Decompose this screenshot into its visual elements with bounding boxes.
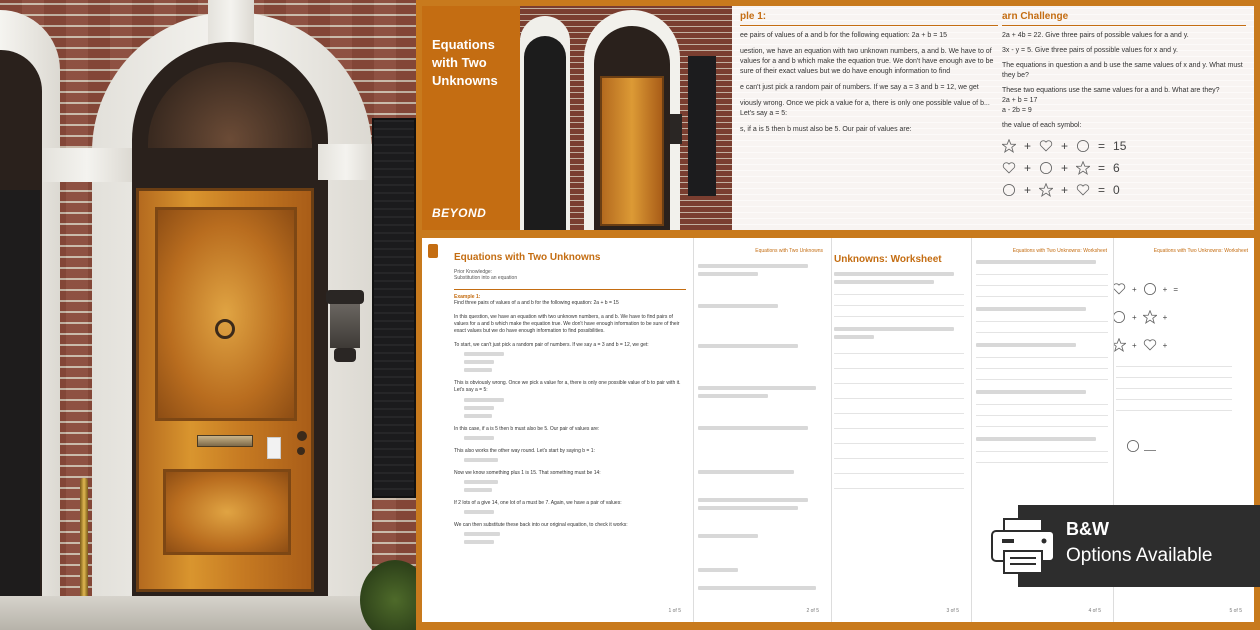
beyond-logo-mark (428, 244, 438, 258)
symbol-row-1: + + = 15 (1002, 135, 1246, 157)
lamp-base (334, 348, 356, 362)
badge-subtitle: Options Available (1066, 545, 1213, 566)
heart-icon (1039, 139, 1053, 153)
star-icon (1002, 139, 1016, 153)
worksheet-symbol-row-3: + + (1114, 334, 1232, 356)
circle-icon (1143, 282, 1157, 296)
star-icon (1143, 310, 1157, 324)
star-icon (1039, 183, 1053, 197)
left-door (0, 190, 40, 600)
example-slide-heading: ple 1: (740, 11, 767, 22)
right-capital (318, 144, 374, 180)
star-icon (1076, 161, 1090, 175)
worksheet-page-4: Equations with Two Unknowns: Worksheet 4 of 5 (972, 238, 1114, 622)
door-lock (297, 447, 305, 455)
worksheet-symbol-row-1: + + = (1114, 278, 1232, 300)
challenge-slide-heading: arn Challenge (1002, 11, 1069, 22)
circle-icon (1114, 310, 1126, 324)
example-slide: ple 1: ee pairs of values of a and b for the following equation: 2a + b = 15 uestion, we have an equation with two unknown numbers, a and b. We have to of values for a and b which make the equation true. We don't have enough ave to be sure of their exact values but we do have enough information to find e can't just pick a random pair of numbers. If we say a = 3 and b = 12, we get viously wrong. Once we pick a value for a, there is only one possible value of b... Let's say a = 5: s, if a is 5 then b must also be 5. Our pair of values are: (740, 12, 998, 135)
heart-icon (1114, 282, 1126, 296)
slide-door-photo (520, 6, 732, 230)
worksheet-title: Equations with Two Unknowns (454, 252, 601, 263)
star-icon (1114, 338, 1126, 352)
circle-icon (1002, 183, 1016, 197)
title-slide (422, 6, 520, 230)
mail-slot (197, 435, 253, 447)
front-step (0, 596, 416, 630)
worksheet-page-5: Equations with Two Unknowns: Worksheet + + = + + + + 5 of 5 (1114, 238, 1254, 622)
circle-icon (1076, 139, 1090, 153)
worksheet-page-3: Unknowns: Worksheet 3 of 5 (832, 238, 972, 622)
upper-panel (155, 207, 297, 421)
door-knob (297, 431, 307, 441)
heart-icon (1143, 338, 1157, 352)
faded-slides (732, 6, 1254, 230)
challenge-slide: arn Challenge 2a + 4b = 22. Give three pairs of possible values for a and y. 3x - y = 5. Give three pairs of possible values for x and y. The equations in question a and b use the same values of x and y. What must they be? These two equations use the same values for a and b. What are they? 2a + b = 17 a - 2b = 9 the value of each symbol: + + = 15 + + = 6 + + = 0 (1002, 12, 1246, 201)
lamp-glass (330, 304, 360, 348)
window-shutter (372, 118, 416, 498)
worksheet-page-1: Equations with Two Unknowns Prior Knowledge: Substitution into an equation Example 1: Find three pairs of values of a and b for the following equation: 2a + b = 15 In this question, we have an equation with two unknown numbers, a and b. We have to find pairs of values for a and b which make the equation true. We don't have enough information to be sure of their exact values but we do have enough information to find possibilities. To start, we can't just pick a random pair of numbers. If we say a = 3 and b = 12, we get: This is obviously wrong. Once we pick a value for a, there is only one possible value of b to pair with it. Let's say a = 5: In this case, if a is 5 then b must also be 5. Our pair of values are: This also works the other way round. Let's start by saying b = 1: Now we know something plus 1 is 15. That something must be 14: If 2 lots of a give 14, one lot of a must be 7. Again, we have a pair of values: We can then substitute these back into our original equation, to check it works: 1 of 5 (422, 238, 694, 622)
title-slide-heading: Equations with Two Unknowns (432, 37, 498, 88)
worksheet-symbol-row-2: + + (1114, 306, 1232, 328)
slide-strip (422, 6, 1254, 230)
worksheet-title-3: Unknowns: Worksheet (834, 254, 942, 265)
left-capital (42, 148, 132, 182)
symbol-row-2: + + = 6 (1002, 157, 1246, 179)
worksheet-page-2: Equations with Two Unknowns 2 of 5 (694, 238, 832, 622)
door-photo (0, 0, 416, 630)
circle-icon (1126, 439, 1140, 453)
heart-icon (1076, 183, 1090, 197)
worksheet-circle-answer (1126, 439, 1232, 453)
lower-panel (163, 469, 291, 555)
badge-title: B&W (1066, 519, 1109, 539)
beyond-logo: BEYOND (432, 206, 487, 220)
circle-icon (1039, 161, 1053, 175)
printer-icon (988, 515, 1058, 577)
symbol-row-3: + + = 0 (1002, 179, 1246, 201)
heart-icon (1002, 161, 1016, 175)
lamp-top (326, 290, 364, 304)
wooden-door (136, 188, 314, 592)
bw-options-badge (1018, 505, 1260, 587)
door-sticker (267, 437, 281, 459)
door-knocker (215, 319, 235, 339)
